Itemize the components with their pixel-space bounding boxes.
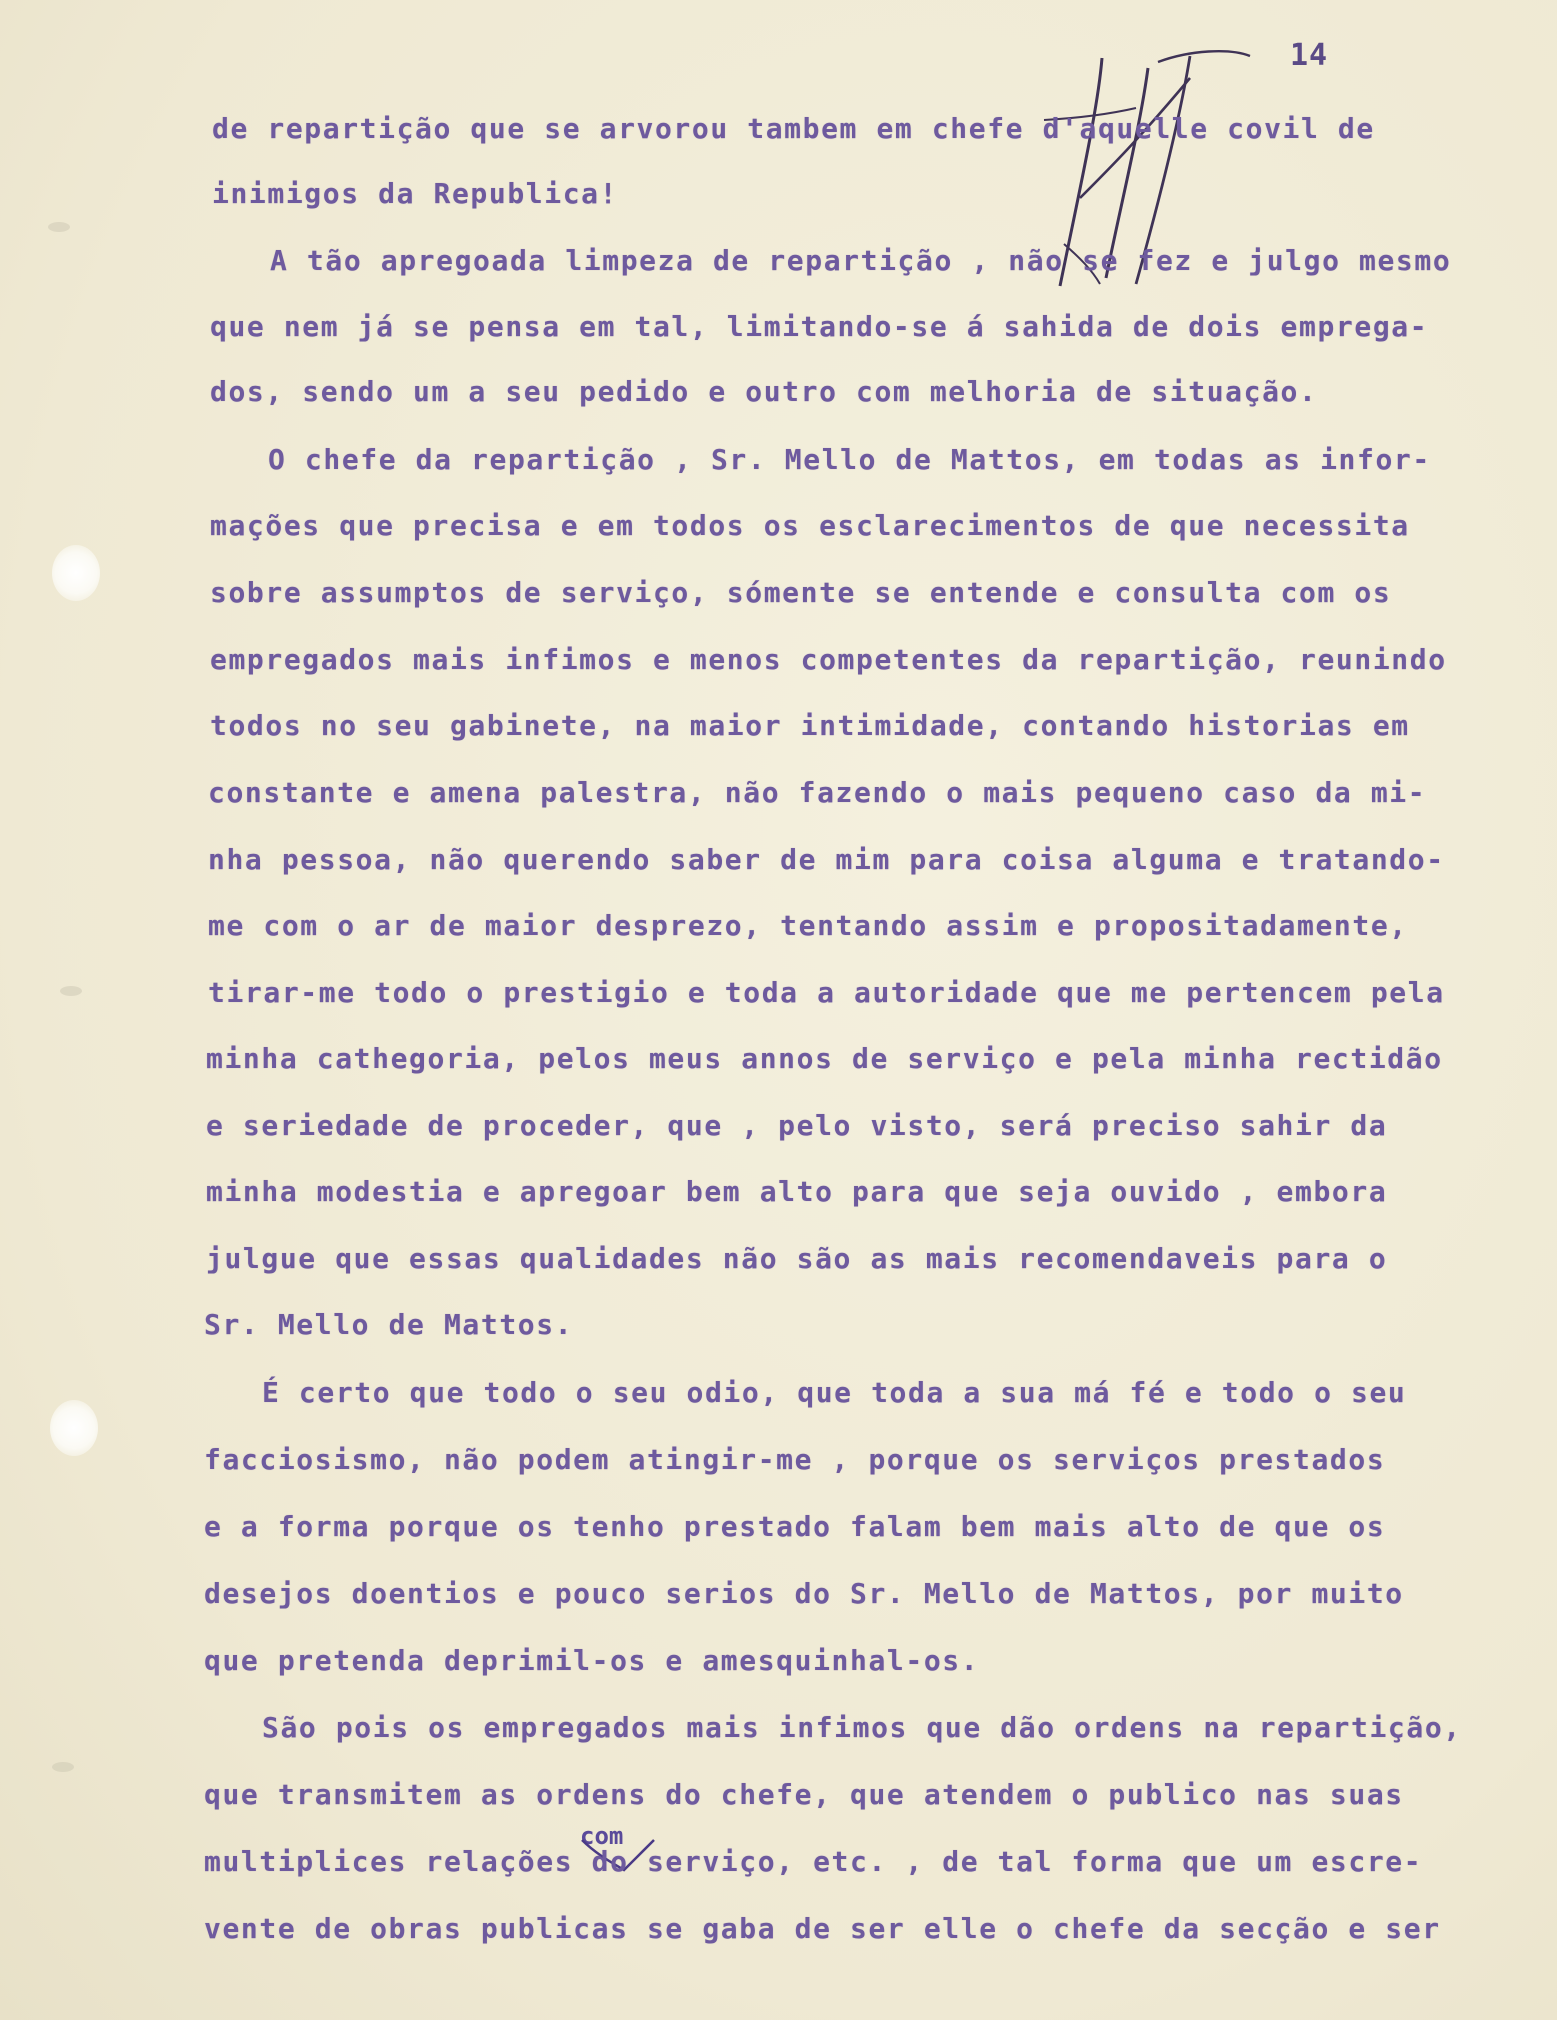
text-line: inimigos da Republica! <box>212 177 619 210</box>
text-line: todos no seu gabinete, na maior intimidade, contando historias em <box>210 709 1410 742</box>
text-line: constante e amena palestra, não fazendo o mais pequeno caso da mi- <box>208 776 1427 809</box>
page-number: 14 <box>1290 38 1329 73</box>
text-line: facciosismo, não podem atingir-me , porque os serviços prestados <box>204 1443 1386 1476</box>
text-line: me com o ar de maior desprezo, tentando assim e propositadamente, <box>208 909 1408 942</box>
text-line: dos, sendo um a seu pedido e outro com melhoria de situação. <box>210 375 1318 408</box>
text-line: O chefe da repartição , Sr. Mello de Mattos, em todas as infor- <box>268 443 1431 476</box>
text-line: mações que precisa e em todos os esclarecimentos de que necessita <box>210 509 1410 542</box>
text-line: empregados mais infimos e menos competentes da repartição, reunindo <box>210 643 1447 676</box>
text-line: tirar-me todo o prestigio e toda a autoridade que me pertencem pela <box>208 976 1445 1009</box>
text-line: que nem já se pensa em tal, limitando-se á sahida de dois emprega- <box>210 310 1429 343</box>
text-line: Sr. Mello de Mattos. <box>204 1308 574 1341</box>
text-line: e a forma porque os tenho prestado falam bem mais alto de que os <box>204 1510 1386 1543</box>
text-line: sobre assumptos de serviço, sómente se entende e consulta com os <box>210 576 1392 609</box>
handwritten-insertion: com <box>580 1822 624 1850</box>
text-line: A tão apregoada limpeza de repartição , não se fez e julgo mesmo <box>270 244 1452 277</box>
text-line: julgue que essas qualidades não são as mais recomendaveis para o <box>206 1242 1388 1275</box>
text-line: e seriedade de proceder, que , pelo visto, será preciso sahir da <box>206 1109 1388 1142</box>
text-line: minha modestia e apregoar bem alto para que seja ouvido , embora <box>206 1175 1388 1208</box>
text-line: que pretenda deprimil-os e amesquinhal-os. <box>204 1644 980 1677</box>
text-line: São pois os empregados mais infimos que dão ordens na repartição, <box>262 1711 1462 1744</box>
text-line: nha pessoa, não querendo saber de mim para coisa alguma e tratando- <box>208 843 1445 876</box>
text-line: de repartição que se arvorou tambem em chefe d'aquelle covil de <box>212 112 1375 145</box>
text-line: que transmitem as ordens do chefe, que atendem o publico nas suas <box>204 1778 1404 1811</box>
text-line: desejos doentios e pouco serios do Sr. Mello de Mattos, por muito <box>204 1577 1404 1610</box>
text-line: É certo que todo o seu odio, que toda a sua má fé e todo o seu <box>262 1376 1407 1409</box>
text-line: minha cathegoria, pelos meus annos de serviço e pela minha rectidão <box>206 1042 1443 1075</box>
text-line: multiplices relações do serviço, etc. , de tal forma que um escre- <box>204 1845 1423 1878</box>
text-line: vente de obras publicas se gaba de ser elle o chefe da secção e ser <box>204 1912 1441 1945</box>
